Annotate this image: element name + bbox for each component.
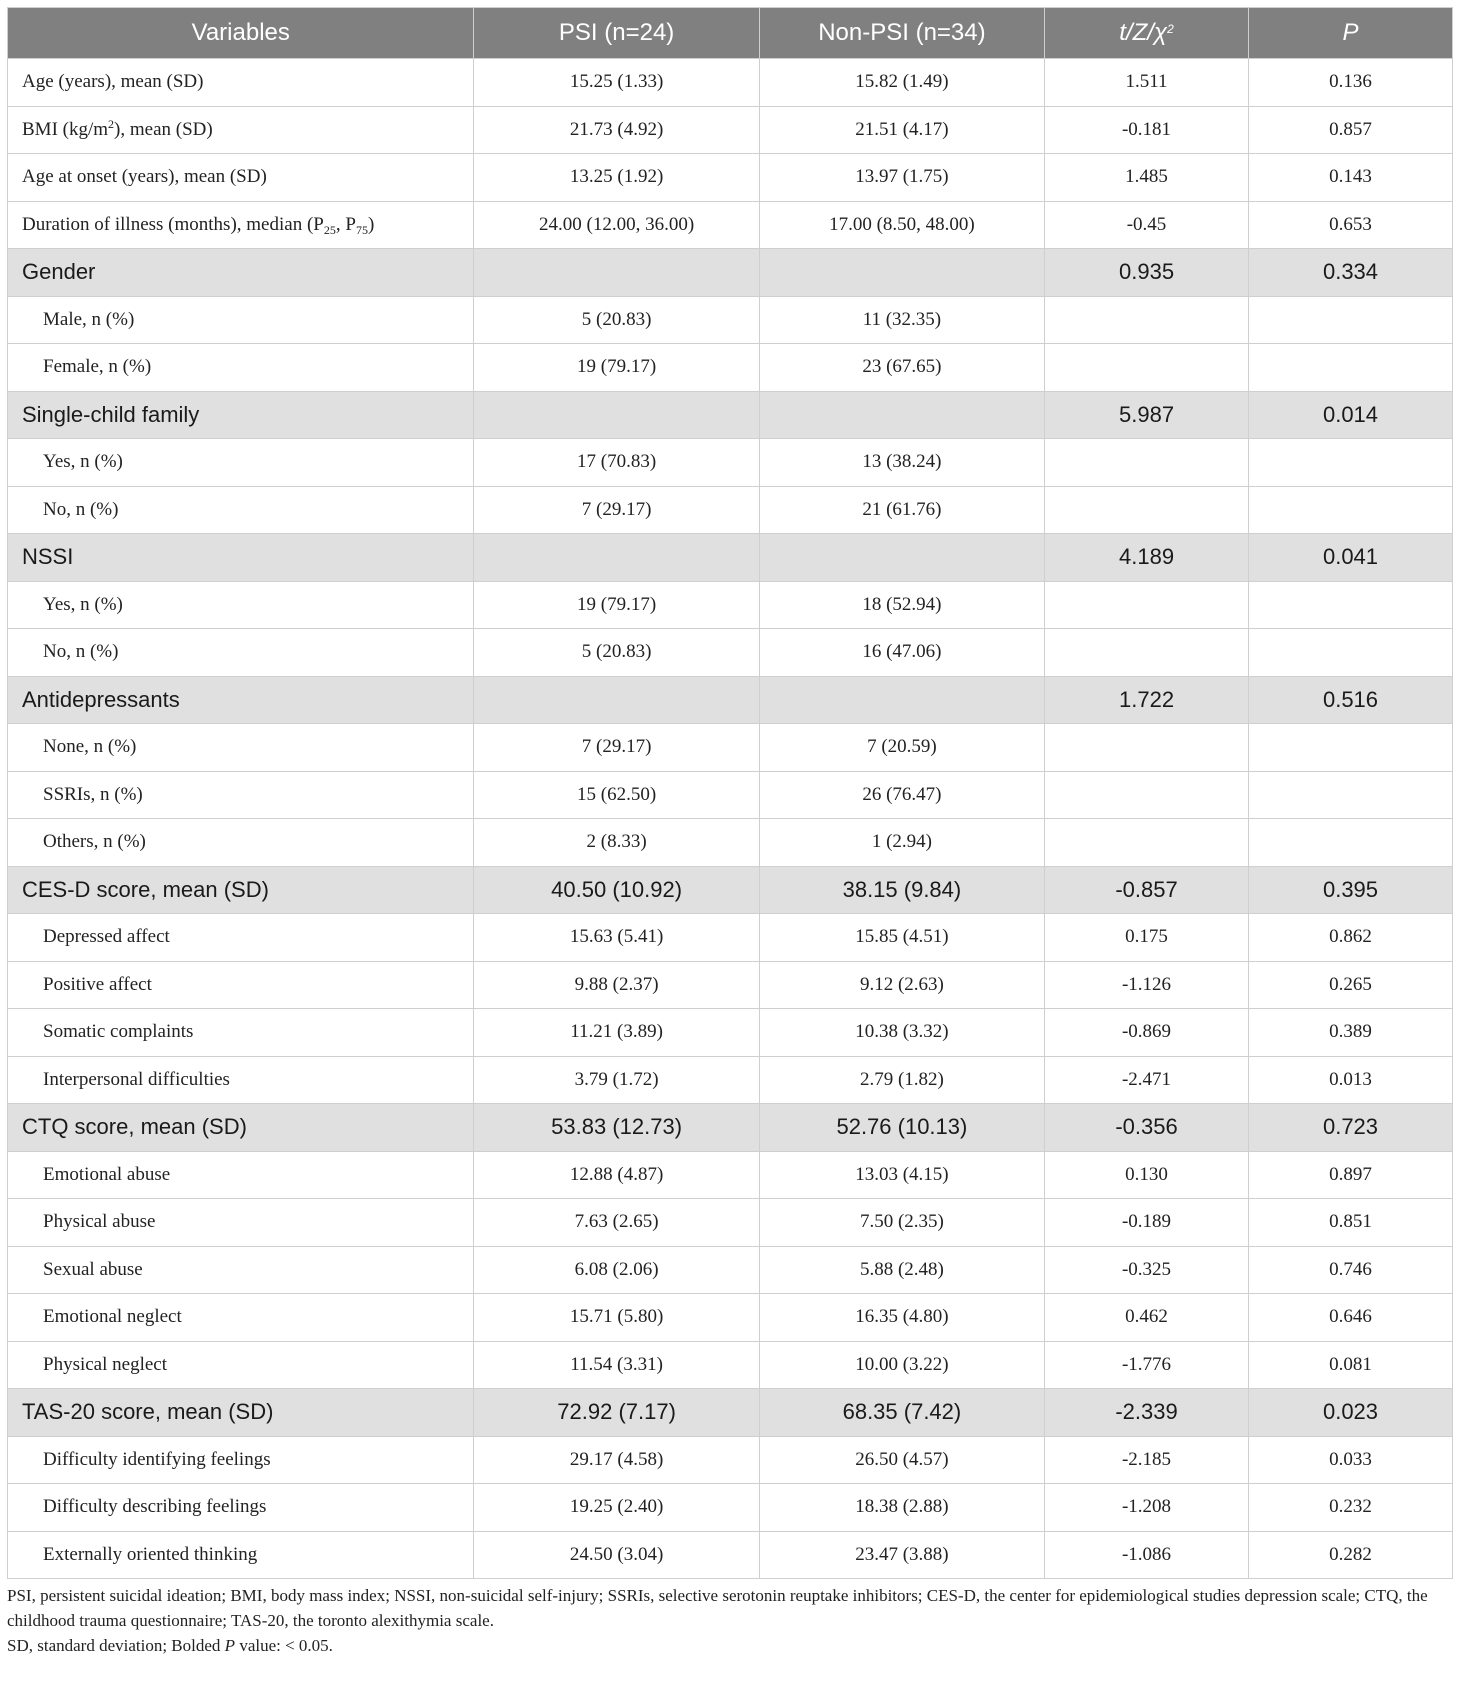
cell-psi: 11.54 (3.31) [474,1341,759,1389]
cell-p-value: 0.897 [1249,1151,1453,1199]
cell-p-value: 0.282 [1249,1531,1453,1579]
cell-non-psi: 13.97 (1.75) [759,154,1044,202]
table-row [8,1151,1453,1199]
variable-label-subscript: 25 [323,222,336,237]
table-body [8,59,1453,1579]
cell-variable [8,201,474,249]
table-row [8,1056,1453,1104]
cell-psi: 7 (29.17) [474,486,759,534]
table-row [8,439,1453,487]
cell-statistic [1045,771,1249,819]
cell-non-psi [759,249,1044,297]
table-row [8,201,1453,249]
table-row [8,1009,1453,1057]
cell-non-psi: 11 (32.35) [759,296,1044,344]
cell-non-psi: 9.12 (2.63) [759,961,1044,1009]
cell-statistic: 1.511 [1045,59,1249,107]
table-row [8,581,1453,629]
variable-label-part: Duration of illness (months), median (P [22,213,324,235]
cell-statistic: -0.356 [1045,1104,1249,1152]
cell-variable: Externally oriented thinking [8,1531,474,1579]
header-variables: Variables [8,8,474,59]
table-group-row [8,1104,1453,1152]
cell-p-value [1249,724,1453,772]
cell-variable: CTQ score, mean (SD) [8,1104,474,1152]
cell-variable: None, n (%) [8,724,474,772]
cell-psi: 17 (70.83) [474,439,759,487]
cell-variable: Yes, n (%) [8,581,474,629]
cell-variable: Single-child family [8,391,474,439]
table-group-row [8,866,1453,914]
cell-p-value: 0.033 [1249,1436,1453,1484]
cell-non-psi: 52.76 (10.13) [759,1104,1044,1152]
cell-non-psi: 1 (2.94) [759,819,1044,867]
cell-variable: CES-D score, mean (SD) [8,866,474,914]
cell-p-value: 0.516 [1249,676,1453,724]
table-row [8,344,1453,392]
cell-p-value: 0.143 [1249,154,1453,202]
table-row [8,1246,1453,1294]
cell-variable: Age (years), mean (SD) [8,59,474,107]
cell-p-value [1249,344,1453,392]
cell-psi: 15.71 (5.80) [474,1294,759,1342]
cell-non-psi [759,391,1044,439]
cell-statistic: -2.471 [1045,1056,1249,1104]
cell-p-value: 0.746 [1249,1246,1453,1294]
table-row [8,914,1453,962]
cell-statistic: 1.485 [1045,154,1249,202]
cell-statistic: -0.45 [1045,201,1249,249]
variable-label-superscript: 2 [108,116,115,131]
cell-non-psi: 15.85 (4.51) [759,914,1044,962]
table-row [8,1294,1453,1342]
cell-variable: Positive affect [8,961,474,1009]
cell-statistic: 4.189 [1045,534,1249,582]
cell-statistic: -0.189 [1045,1199,1249,1247]
data-table [7,7,1453,1579]
cell-p-value: 0.862 [1249,914,1453,962]
cell-psi: 15 (62.50) [474,771,759,819]
cell-variable: Depressed affect [8,914,474,962]
cell-psi: 2 (8.33) [474,819,759,867]
cell-p-value: 0.646 [1249,1294,1453,1342]
cell-variable: Physical neglect [8,1341,474,1389]
cell-psi: 19.25 (2.40) [474,1484,759,1532]
footnote-abbreviations: PSI, persistent suicidal ideation; BMI, body mass index; NSSI, non-suicidal self-injury; SSRIs, selective serotonin reuptake inhibitors; CES-D, the center for epidemiological studies depression scale; CTQ, the childhood trauma questionnaire; TAS-20, the toronto alexithymia scale. [7,1586,1428,1630]
cell-non-psi: 13 (38.24) [759,439,1044,487]
footnote-significance-pre: SD, standard deviation; Bolded [7,1636,225,1655]
variable-label-part: BMI (kg/m [22,118,109,140]
cell-variable: Physical abuse [8,1199,474,1247]
cell-variable: Emotional neglect [8,1294,474,1342]
cell-statistic [1045,439,1249,487]
cell-psi [474,249,759,297]
cell-psi: 13.25 (1.92) [474,154,759,202]
cell-non-psi: 18 (52.94) [759,581,1044,629]
cell-statistic [1045,344,1249,392]
cell-variable: TAS-20 score, mean (SD) [8,1389,474,1437]
cell-variable: Male, n (%) [8,296,474,344]
cell-p-value [1249,771,1453,819]
table-group-row [8,676,1453,724]
cell-statistic: -0.857 [1045,866,1249,914]
cell-p-value: 0.013 [1249,1056,1453,1104]
table-row [8,961,1453,1009]
cell-statistic: -2.339 [1045,1389,1249,1437]
cell-statistic: -1.776 [1045,1341,1249,1389]
cell-psi: 7 (29.17) [474,724,759,772]
header-p: P [1249,8,1453,59]
table-row [8,771,1453,819]
cell-statistic: -0.181 [1045,106,1249,154]
cell-psi [474,391,759,439]
header-psi: PSI (n=24) [474,8,759,59]
cell-p-value [1249,486,1453,534]
cell-psi: 6.08 (2.06) [474,1246,759,1294]
cell-variable: Sexual abuse [8,1246,474,1294]
cell-variable: Female, n (%) [8,344,474,392]
cell-p-value: 0.723 [1249,1104,1453,1152]
cell-variable: Difficulty identifying feelings [8,1436,474,1484]
cell-p-value: 0.334 [1249,249,1453,297]
table-row [8,819,1453,867]
table-row [8,1199,1453,1247]
cell-non-psi: 5.88 (2.48) [759,1246,1044,1294]
cell-p-value: 0.653 [1249,201,1453,249]
table-row [8,154,1453,202]
table-row [8,1436,1453,1484]
cell-psi: 7.63 (2.65) [474,1199,759,1247]
table-header [8,8,1453,59]
header-statistic-text: t/Z/χ [1119,19,1168,46]
cell-statistic: -1.208 [1045,1484,1249,1532]
cell-p-value: 0.136 [1249,59,1453,107]
table-row [8,106,1453,154]
cell-statistic: 5.987 [1045,391,1249,439]
cell-p-value: 0.232 [1249,1484,1453,1532]
cell-variable: Gender [8,249,474,297]
cell-non-psi: 18.38 (2.88) [759,1484,1044,1532]
cell-p-value: 0.389 [1249,1009,1453,1057]
table-row [8,724,1453,772]
cell-psi: 5 (20.83) [474,296,759,344]
header-statistic [1045,8,1249,59]
cell-non-psi: 10.00 (3.22) [759,1341,1044,1389]
cell-non-psi: 26.50 (4.57) [759,1436,1044,1484]
table-row [8,1341,1453,1389]
cell-non-psi: 16.35 (4.80) [759,1294,1044,1342]
variable-label-part: , P [335,213,356,235]
cell-psi: 24.50 (3.04) [474,1531,759,1579]
cell-statistic [1045,581,1249,629]
cell-p-value: 0.014 [1249,391,1453,439]
table-group-row [8,534,1453,582]
cell-variable: No, n (%) [8,629,474,677]
table-row [8,1484,1453,1532]
cell-p-value [1249,581,1453,629]
cell-p-value: 0.851 [1249,1199,1453,1247]
document [7,7,1453,1658]
cell-statistic: 1.722 [1045,676,1249,724]
cell-statistic [1045,486,1249,534]
cell-non-psi: 26 (76.47) [759,771,1044,819]
cell-non-psi: 7.50 (2.35) [759,1199,1044,1247]
header-non-psi: Non-PSI (n=34) [759,8,1044,59]
cell-variable: Difficulty describing feelings [8,1484,474,1532]
cell-psi: 15.63 (5.41) [474,914,759,962]
cell-non-psi: 13.03 (4.15) [759,1151,1044,1199]
cell-statistic: 0.175 [1045,914,1249,962]
cell-variable: Antidepressants [8,676,474,724]
cell-psi: 19 (79.17) [474,581,759,629]
cell-variable: NSSI [8,534,474,582]
cell-psi: 5 (20.83) [474,629,759,677]
cell-variable [8,106,474,154]
table-group-row [8,249,1453,297]
cell-variable: Interpersonal difficulties [8,1056,474,1104]
cell-non-psi: 68.35 (7.42) [759,1389,1044,1437]
cell-p-value [1249,819,1453,867]
cell-non-psi: 7 (20.59) [759,724,1044,772]
cell-psi: 21.73 (4.92) [474,106,759,154]
cell-statistic: 0.130 [1045,1151,1249,1199]
cell-psi: 11.21 (3.89) [474,1009,759,1057]
cell-p-value: 0.023 [1249,1389,1453,1437]
cell-p-value: 0.857 [1249,106,1453,154]
table-row [8,486,1453,534]
cell-non-psi [759,676,1044,724]
cell-psi [474,534,759,582]
cell-non-psi: 17.00 (8.50, 48.00) [759,201,1044,249]
cell-p-value: 0.041 [1249,534,1453,582]
cell-non-psi: 21 (61.76) [759,486,1044,534]
cell-statistic: -1.126 [1045,961,1249,1009]
cell-psi: 72.92 (7.17) [474,1389,759,1437]
cell-statistic: -0.869 [1045,1009,1249,1057]
cell-p-value [1249,629,1453,677]
cell-psi: 3.79 (1.72) [474,1056,759,1104]
cell-non-psi: 2.79 (1.82) [759,1056,1044,1104]
cell-psi: 29.17 (4.58) [474,1436,759,1484]
cell-statistic [1045,296,1249,344]
cell-variable: Others, n (%) [8,819,474,867]
table-group-row [8,1389,1453,1437]
cell-statistic: -0.325 [1045,1246,1249,1294]
cell-variable: Somatic complaints [8,1009,474,1057]
cell-non-psi: 23.47 (3.88) [759,1531,1044,1579]
cell-p-value: 0.265 [1249,961,1453,1009]
cell-psi: 53.83 (12.73) [474,1104,759,1152]
cell-statistic: 0.462 [1045,1294,1249,1342]
cell-p-value [1249,439,1453,487]
table-row [8,59,1453,107]
cell-p-value: 0.081 [1249,1341,1453,1389]
variable-label-part: ) [367,213,375,235]
table-group-row [8,391,1453,439]
cell-non-psi: 16 (47.06) [759,629,1044,677]
table-footnotes [7,1583,1453,1658]
cell-statistic: -2.185 [1045,1436,1249,1484]
cell-non-psi: 38.15 (9.84) [759,866,1044,914]
cell-psi: 24.00 (12.00, 36.00) [474,201,759,249]
cell-variable: Emotional abuse [8,1151,474,1199]
cell-non-psi: 15.82 (1.49) [759,59,1044,107]
cell-psi: 19 (79.17) [474,344,759,392]
cell-psi: 15.25 (1.33) [474,59,759,107]
variable-label-part: ), mean (SD) [114,118,213,140]
cell-variable: No, n (%) [8,486,474,534]
cell-p-value [1249,296,1453,344]
cell-statistic: -1.086 [1045,1531,1249,1579]
variable-label-subscript: 75 [355,222,368,237]
footnote-significance-p: P [224,1636,236,1655]
cell-non-psi [759,534,1044,582]
cell-statistic: 0.935 [1045,249,1249,297]
header-row [8,8,1453,59]
cell-psi: 40.50 (10.92) [474,866,759,914]
cell-variable: SSRIs, n (%) [8,771,474,819]
cell-variable: Age at onset (years), mean (SD) [8,154,474,202]
cell-non-psi: 23 (67.65) [759,344,1044,392]
footnote-significance [7,1633,1453,1658]
cell-statistic [1045,724,1249,772]
cell-statistic [1045,629,1249,677]
table-row [8,296,1453,344]
header-statistic-sup: 2 [1167,22,1174,36]
cell-variable: Yes, n (%) [8,439,474,487]
table-row [8,629,1453,677]
cell-statistic [1045,819,1249,867]
cell-psi: 12.88 (4.87) [474,1151,759,1199]
footnote-significance-post: value: < 0.05. [235,1636,333,1655]
cell-p-value: 0.395 [1249,866,1453,914]
table-row [8,1531,1453,1579]
cell-psi: 9.88 (2.37) [474,961,759,1009]
cell-psi [474,676,759,724]
cell-non-psi: 10.38 (3.32) [759,1009,1044,1057]
cell-non-psi: 21.51 (4.17) [759,106,1044,154]
